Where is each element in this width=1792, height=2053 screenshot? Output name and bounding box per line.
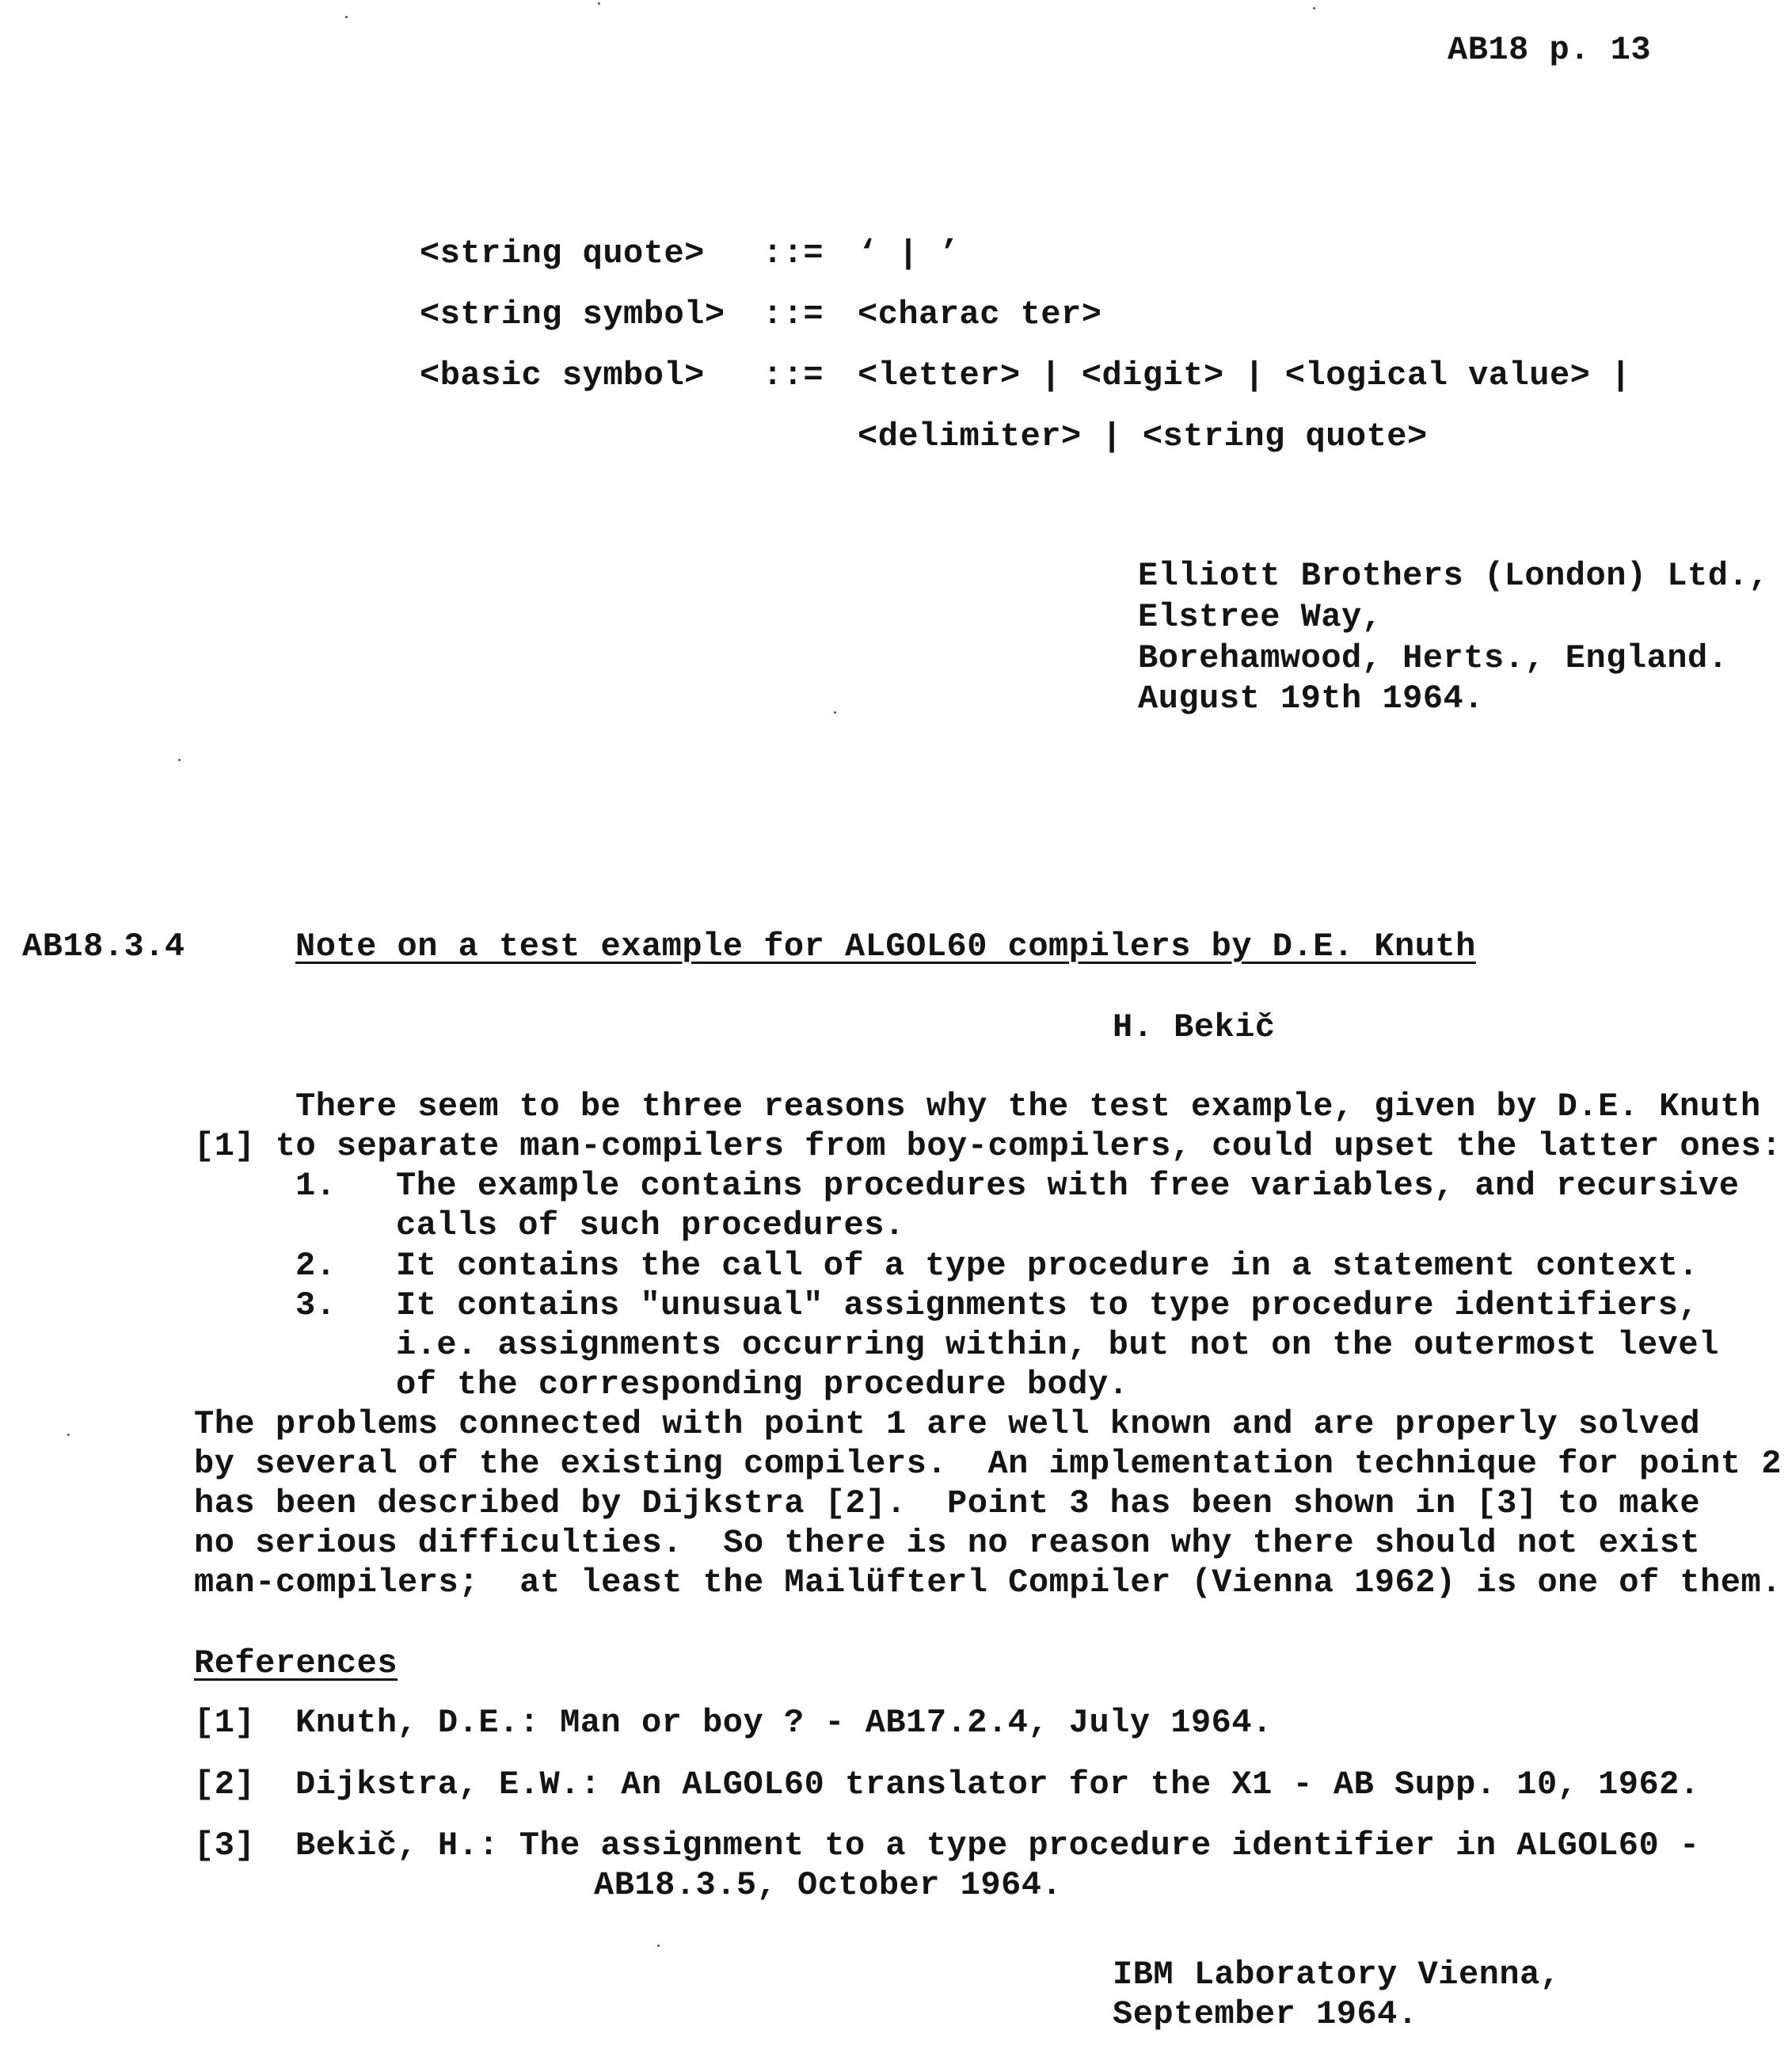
list-item-number: 2.	[295, 1247, 337, 1285]
paragraph-line: [1] to separate man-compilers from boy-compilers, could upset the latter ones:	[194, 1127, 1782, 1165]
reference-text: Knuth, D.E.: Man or boy ? - AB17.2.4, July 1964.	[295, 1704, 1273, 1742]
bnf-operator: ::=	[763, 234, 824, 272]
scan-speck	[178, 759, 181, 761]
scan-speck	[67, 1434, 70, 1436]
section-author: H. Bekič	[1113, 1008, 1276, 1046]
list-item-line: calls of such procedures.	[396, 1206, 905, 1244]
section-number: AB18.3.4	[22, 927, 185, 966]
list-item-line: It contains the call of a type procedure in a statement context.	[396, 1247, 1699, 1285]
reference-number: [2]	[194, 1765, 256, 1804]
paragraph-line: The problems connected with point 1 are well known and are properly solved	[194, 1405, 1701, 1443]
scan-speck	[1313, 7, 1315, 10]
address-line: Elliott Brothers (London) Ltd.,	[1138, 557, 1769, 595]
bnf-operator: ::=	[763, 356, 824, 394]
paragraph-line: There seem to be three reasons why the test example, given by D.E. Knuth	[295, 1087, 1761, 1126]
paragraph-line: no serious difficulties. So there is no reason why there should not exist	[194, 1524, 1701, 1562]
bnf-rhs: <charac ter>	[858, 295, 1102, 333]
section-title: Note on a test example for ALGOL60 compilers by D.E. Knuth	[295, 927, 1476, 966]
reference-text-continued: AB18.3.5, October 1964.	[594, 1866, 1063, 1904]
reference-number: [1]	[194, 1704, 256, 1742]
bnf-operator: ::=	[763, 295, 824, 333]
page-reference: AB18 p. 13	[1448, 31, 1652, 69]
bnf-rhs-continued: <delimiter> | <string quote>	[858, 417, 1428, 455]
reference-text: Bekič, H.: The assignment to a type procedure identifier in ALGOL60 -	[295, 1826, 1700, 1864]
bnf-rhs: ‘ | ’	[858, 234, 960, 272]
list-item-line: It contains "unusual" assignments to type procedure identifiers,	[396, 1286, 1699, 1324]
references-heading: References	[194, 1644, 398, 1682]
bnf-lhs: <string quote>	[420, 234, 705, 272]
address-line: IBM Laboratory Vienna,	[1113, 1956, 1561, 1994]
paragraph-line: by several of the existing compilers. An implementation technique for point 2	[194, 1445, 1782, 1483]
paragraph-line: has been described by Dijkstra [2]. Point 3 has been shown in [3] to make	[194, 1484, 1701, 1522]
scan-speck	[834, 711, 836, 714]
bnf-rhs: <letter> | <digit> | <logical value> |	[858, 356, 1631, 394]
paragraph-line: man-compilers; at least the Mailüfterl Compiler (Vienna 1962) is one of them.	[194, 1564, 1782, 1602]
address-line: Borehamwood, Herts., England.	[1138, 639, 1729, 677]
address-date: September 1964.	[1113, 1995, 1418, 2033]
bnf-lhs: <basic symbol>	[420, 356, 705, 394]
scan-speck	[345, 16, 348, 18]
scan-speck	[598, 2, 600, 5]
reference-text: Dijkstra, E.W.: An ALGOL60 translator for the X1 - AB Supp. 10, 1962.	[295, 1765, 1700, 1804]
address-date: August 19th 1964.	[1138, 680, 1484, 718]
list-item-line: i.e. assignments occurring within, but not on the outermost level	[396, 1326, 1719, 1364]
reference-number: [3]	[194, 1826, 256, 1864]
scan-speck	[657, 1944, 660, 1947]
list-item-number: 1.	[295, 1167, 337, 1205]
list-item-number: 3.	[295, 1286, 337, 1324]
bnf-lhs: <string symbol>	[420, 295, 725, 333]
address-line: Elstree Way,	[1138, 598, 1383, 636]
list-item-line: The example contains procedures with free variables, and recursive	[396, 1167, 1740, 1205]
list-item-line: of the corresponding procedure body.	[396, 1365, 1129, 1404]
